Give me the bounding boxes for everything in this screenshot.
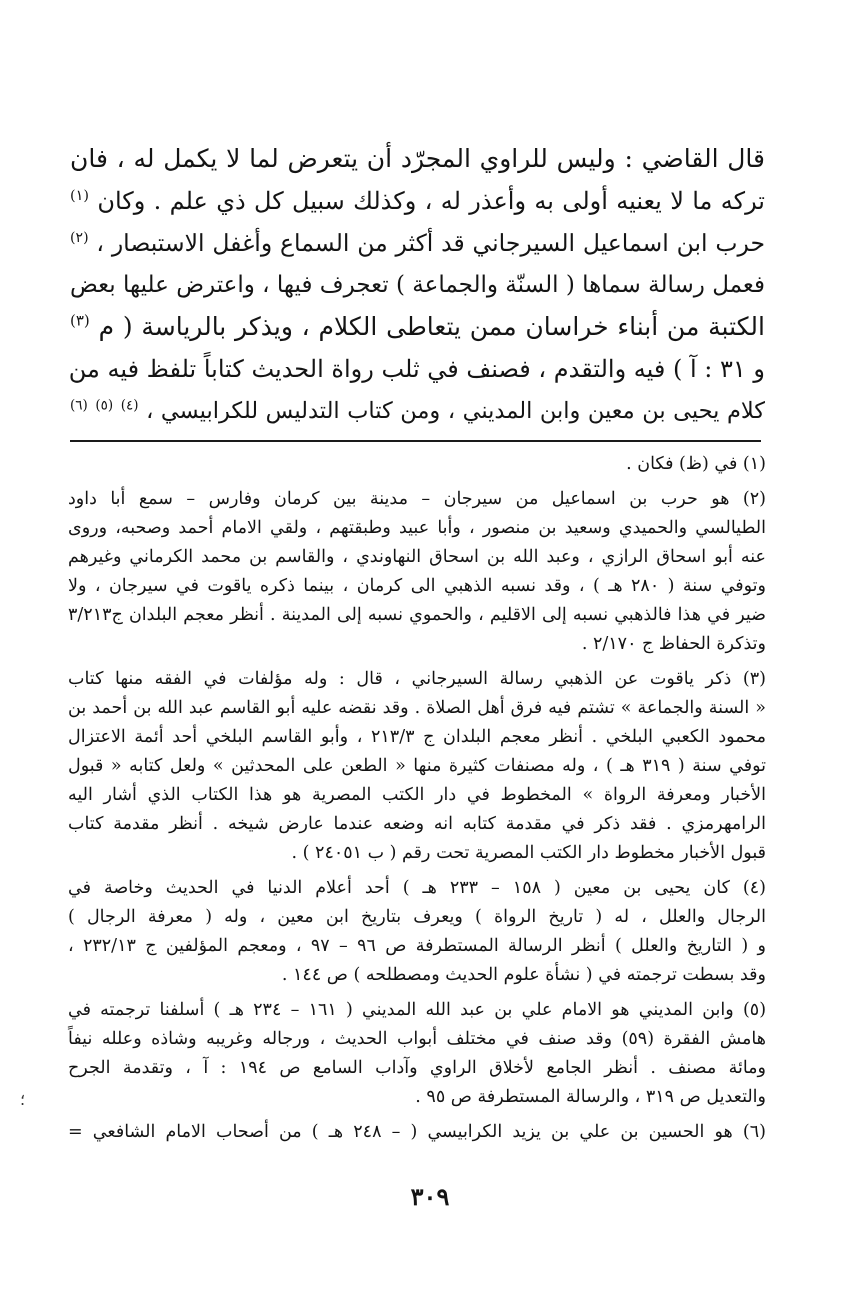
body-line-7: كلام يحيى بن معين وابن المديني ، ومن كتاب التدليس للكرابيسي ، $^{(٤)}$ $^{(٥)}$ $^{(٦)}$ xyxy=(70,397,766,424)
footnote-5 xyxy=(68,996,766,1112)
footnote-ref-2[interactable]: (٢) xyxy=(70,230,89,247)
footnote-2 xyxy=(68,485,766,659)
footnote-line: و ( التاريخ والعلل ) أنظر الرسالة المستطرفة ص ٩٦ – ٩٧ ، ومعجم المؤلفين ج ٢٣٢/١٣ ، xyxy=(68,936,766,956)
footnote-line: (٦) هو الحسين بن علي بن يزيد الكرابيسي ( – ٢٤٨ هـ ) من أصحاب الامام الشافعي = xyxy=(68,1122,766,1142)
footnote-6 xyxy=(68,1118,766,1147)
footnote-ref-1[interactable]: (١) xyxy=(70,188,89,204)
footnote-line: (٣) ذكر ياقوت عن الذهبي رسالة السيرجاني ، قال : وله مؤلفات في الفقه منها كتاب xyxy=(68,669,766,689)
footnote-line: ضير في هذا فالذهبي نسبه إلى الاقليم ، والحموي نسبه إلى المدينة . أنظر معجم البلدان ج٣/٢١٣ xyxy=(68,605,766,625)
footnote-line: توفي سنة ( ٣١٩ هـ ) ، وله مصنفات كثيرة منها « الطعن على المحدثين » ولعل كتابه « قبول xyxy=(68,756,766,776)
body-line-3: حرب ابن اسماعيل السيرجاني قد أكثر من السماع وأغفل الاستبصار ، $^{(٢)}$ xyxy=(70,229,765,257)
body-line-1: قال القاضي : وليس للراوي المجرّد أن يتعرض لما لا يكمل له ، فان xyxy=(70,144,765,173)
footnote-ref-5[interactable]: (٥) xyxy=(95,397,114,414)
margin-mark: ؛ xyxy=(20,1090,26,1109)
body-line-6: و ٣١ : آ ) فيه والتقدم ، فصنف في ثلب رواة الحديث كتاباً تلفظ فيه من xyxy=(68,355,765,383)
footnote-line: (١) في (ظ) فكان . xyxy=(626,454,766,474)
footnote-line: قبول الأخبار مخطوط دار الكتب المصرية تحت رقم ( ب ٢٤٠٥١ ) . xyxy=(291,843,766,863)
footnote-3 xyxy=(68,665,766,868)
footnote-line: الطيالسي والحميدي وسعيد بن منصور ، وأبا عبيد وطبقتهم ، ولقي الامام أحمد وصحبه، وروى xyxy=(68,518,766,538)
main-text xyxy=(70,138,765,432)
footnote-line: وقد بسطت ترجمته في ( نشأة علوم الحديث ومصطلحه ) ص ١٤٤ . xyxy=(281,965,766,985)
footnote-divider xyxy=(70,440,761,442)
footnote-line: عنه أبو اسحاق الرازي ، وعبد الله بن اسحاق النهاوندي ، والقاسم بن محمد الكرماني وغيرهم xyxy=(68,547,766,567)
footnote-line: الرجال والعلل ، له ( تاريخ الرواة ) ويعرف بتاريخ ابن معين ، وله ( معرفة الرجال ) xyxy=(68,907,766,927)
footnote-ref-3[interactable]: (٣) xyxy=(70,311,90,330)
footnote-line: وتوفي سنة ( ٢٨٠ هـ ) ، وقد نسبه الذهبي الى كرمان ، بينما ذكره ياقوت في سيرجان ، ولا xyxy=(68,576,767,596)
footnote-1 xyxy=(68,450,766,479)
footnote-line: محمود الكعبي البلخي . أنظر معجم البلدان ج ٢١٣/٣ ، وأبو القاسم البلخي أحد أئمة الاعتزال xyxy=(68,727,766,747)
footnote-ref-6[interactable]: (٦) xyxy=(70,397,88,414)
footnote-line: والتعديل ص ٣١٩ ، والرسالة المستطرفة ص ٩٥ . xyxy=(415,1087,766,1107)
footnote-line: (٤) كان يحيى بن معين ( ١٥٨ – ٢٣٣ هـ ) أحد أعلام الدنيا في الحديث وخاصة في xyxy=(68,878,766,898)
footnote-line: (٥) وابن المديني هو الامام علي بن عبد الله المديني ( ١٦١ – ٢٣٤ هـ ) أسلفنا ترجمته في xyxy=(68,1000,767,1020)
footnote-line: هامش الفقرة (٥٩) وقد صنف في مختلف أبواب الحديث ، ورجاله وغريبه وشاذه وعلله نيفاً xyxy=(68,1029,766,1049)
page-number: ٣٠٩ xyxy=(410,1182,450,1211)
footnote-line: الرامهرمزي . فقد ذكر في مقدمة كتابه انه وضعه عندما عارض شيخه . أنظر مقدمة كتاب xyxy=(68,814,766,834)
footnote-4 xyxy=(68,874,766,990)
body-line-5: الكتبة من أبناء خراسان ممن يتعاطى الكلام ، ويذكر بالرياسة ( م $^{(٣)}$ xyxy=(70,311,765,341)
footnote-line: ومائة مصنف . أنظر الجامع لأخلاق الراوي وآداب السامع ص ١٩٤ : آ ، وتقدمة الجرح xyxy=(68,1058,767,1078)
body-line-4: فعمل رسالة سماها ( السنّة والجماعة ) تعجرف فيها ، واعترض عليها بعض xyxy=(70,272,765,298)
footnote-line: (٢) هو حرب بن اسماعيل من سيرجان – مدينة بين كرمان وفارس – سمع أبا داود xyxy=(68,489,766,509)
footnote-line: « السنة والجماعة » تشتم فيه فرق أهل الصلاة . وقد نقضه عليه أبو القاسم عبد الله بن أحمد بن xyxy=(68,698,766,718)
footnote-ref-4[interactable]: (٤) xyxy=(120,397,139,414)
footnote-line: وتذكرة الحفاظ ج ٢/١٧٠ . xyxy=(581,634,766,654)
footnote-line: الأخبار ومعرفة الرواة » المخطوط في دار الكتب المصرية هو هذا الكتاب الذي أشار اليه xyxy=(68,785,766,805)
body-line-2: تركه ما لا يعنيه أولى به وأعذر له ، وكذلك سبيل كل ذي علم . وكان $^{(١)}$ xyxy=(70,187,765,215)
footnotes xyxy=(68,450,766,1153)
